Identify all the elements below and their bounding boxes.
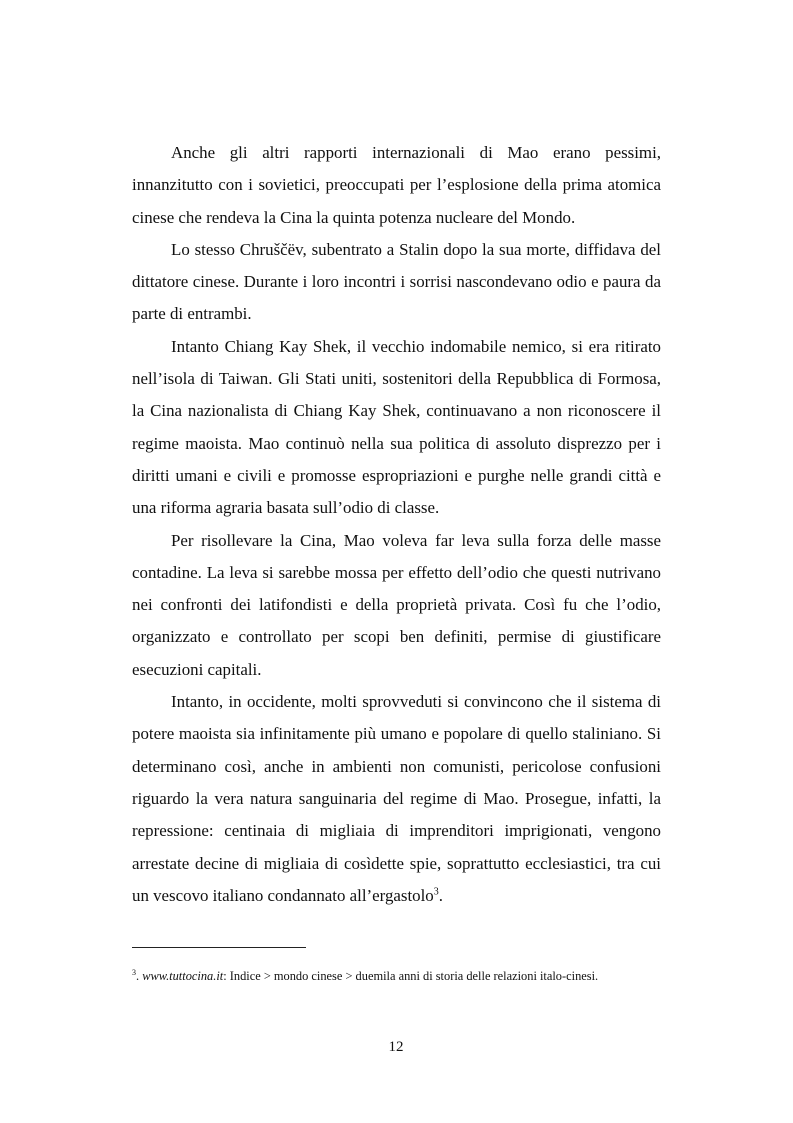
- body-text: [132, 137, 661, 912]
- paragraph-3: Intanto Chiang Kay Shek, il vecchio indomabile nemico, si era ritirato nell’isola di Taiwan. Gli Stati uniti, sostenitori della Repubblica di Formosa, la Cina nazionalista di Chiang Kay Shek, continuavano a non riconoscere il regime maoista. Mao continuò nella sua politica di assoluto disprezzo per i diritti umani e civili e promosse espropriazioni e purghe nelle grandi città e una riforma agraria basata sull’odio di classe.: [132, 336, 661, 518]
- footnote-number: 3: [132, 967, 136, 977]
- closing-punctuation: .: [438, 885, 443, 905]
- footnote-website[interactable]: www.tuttocina.it: [142, 969, 224, 983]
- footnote-text: : Indice > mondo cinese > duemila anni di storia delle relazioni italo-cinesi.: [223, 969, 599, 983]
- paragraph-1: Anche gli altri rapporti internazionali di Mao erano pessimi, innanzitutto con i sovietici, preoccupati per l’esplosione della prima atomica cinese che rendeva la Cina la quinta potenza nucleare del Mondo.: [132, 143, 661, 227]
- paragraph-5-text: Intanto, in occidente, molti sprovveduti si convincono che il sistema di potere maoista sia infinitamente più umano e popolare di quello staliniano. Si determinano così, anche in ambienti non comunisti, pericolose confusioni riguardo la vera natura sanguinaria del regime di Mao. Prosegue, infatti, la repressione: centinaia di migliaia di imprenditori imprigionati, vengono arrestate decine di migliaia di cosìdette spie, soprattutto ecclesiastici, tra cui un vescovo italiano condannato all’ergastolo: [132, 692, 661, 905]
- paragraph-5: [132, 686, 661, 912]
- page-number: 12: [388, 1039, 404, 1055]
- footnote-reference[interactable]: 3: [433, 886, 439, 898]
- footnote-separator: .: [136, 969, 143, 983]
- paragraph-2: Lo stesso Chruščëv, subentrato a Stalin dopo la sua morte, diffidava del dittatore cinese. Durante i loro incontri i sorrisi nascondevano odio e paura da parte di entrambi.: [132, 239, 661, 324]
- paragraph-4: Per risollevare la Cina, Mao voleva far leva sulla forza delle masse contadine. La leva si sarebbe mossa per effetto dell’odio che questi nutrivano nei confronti dei latifondisti e della proprietà privata. Così fu che l’odio, organizzato e controllato per scopi ben definiti, permise di giustificare esecuzioni capitali.: [132, 530, 661, 679]
- footnote: [132, 968, 692, 984]
- footnote-separator-rule: [132, 947, 306, 948]
